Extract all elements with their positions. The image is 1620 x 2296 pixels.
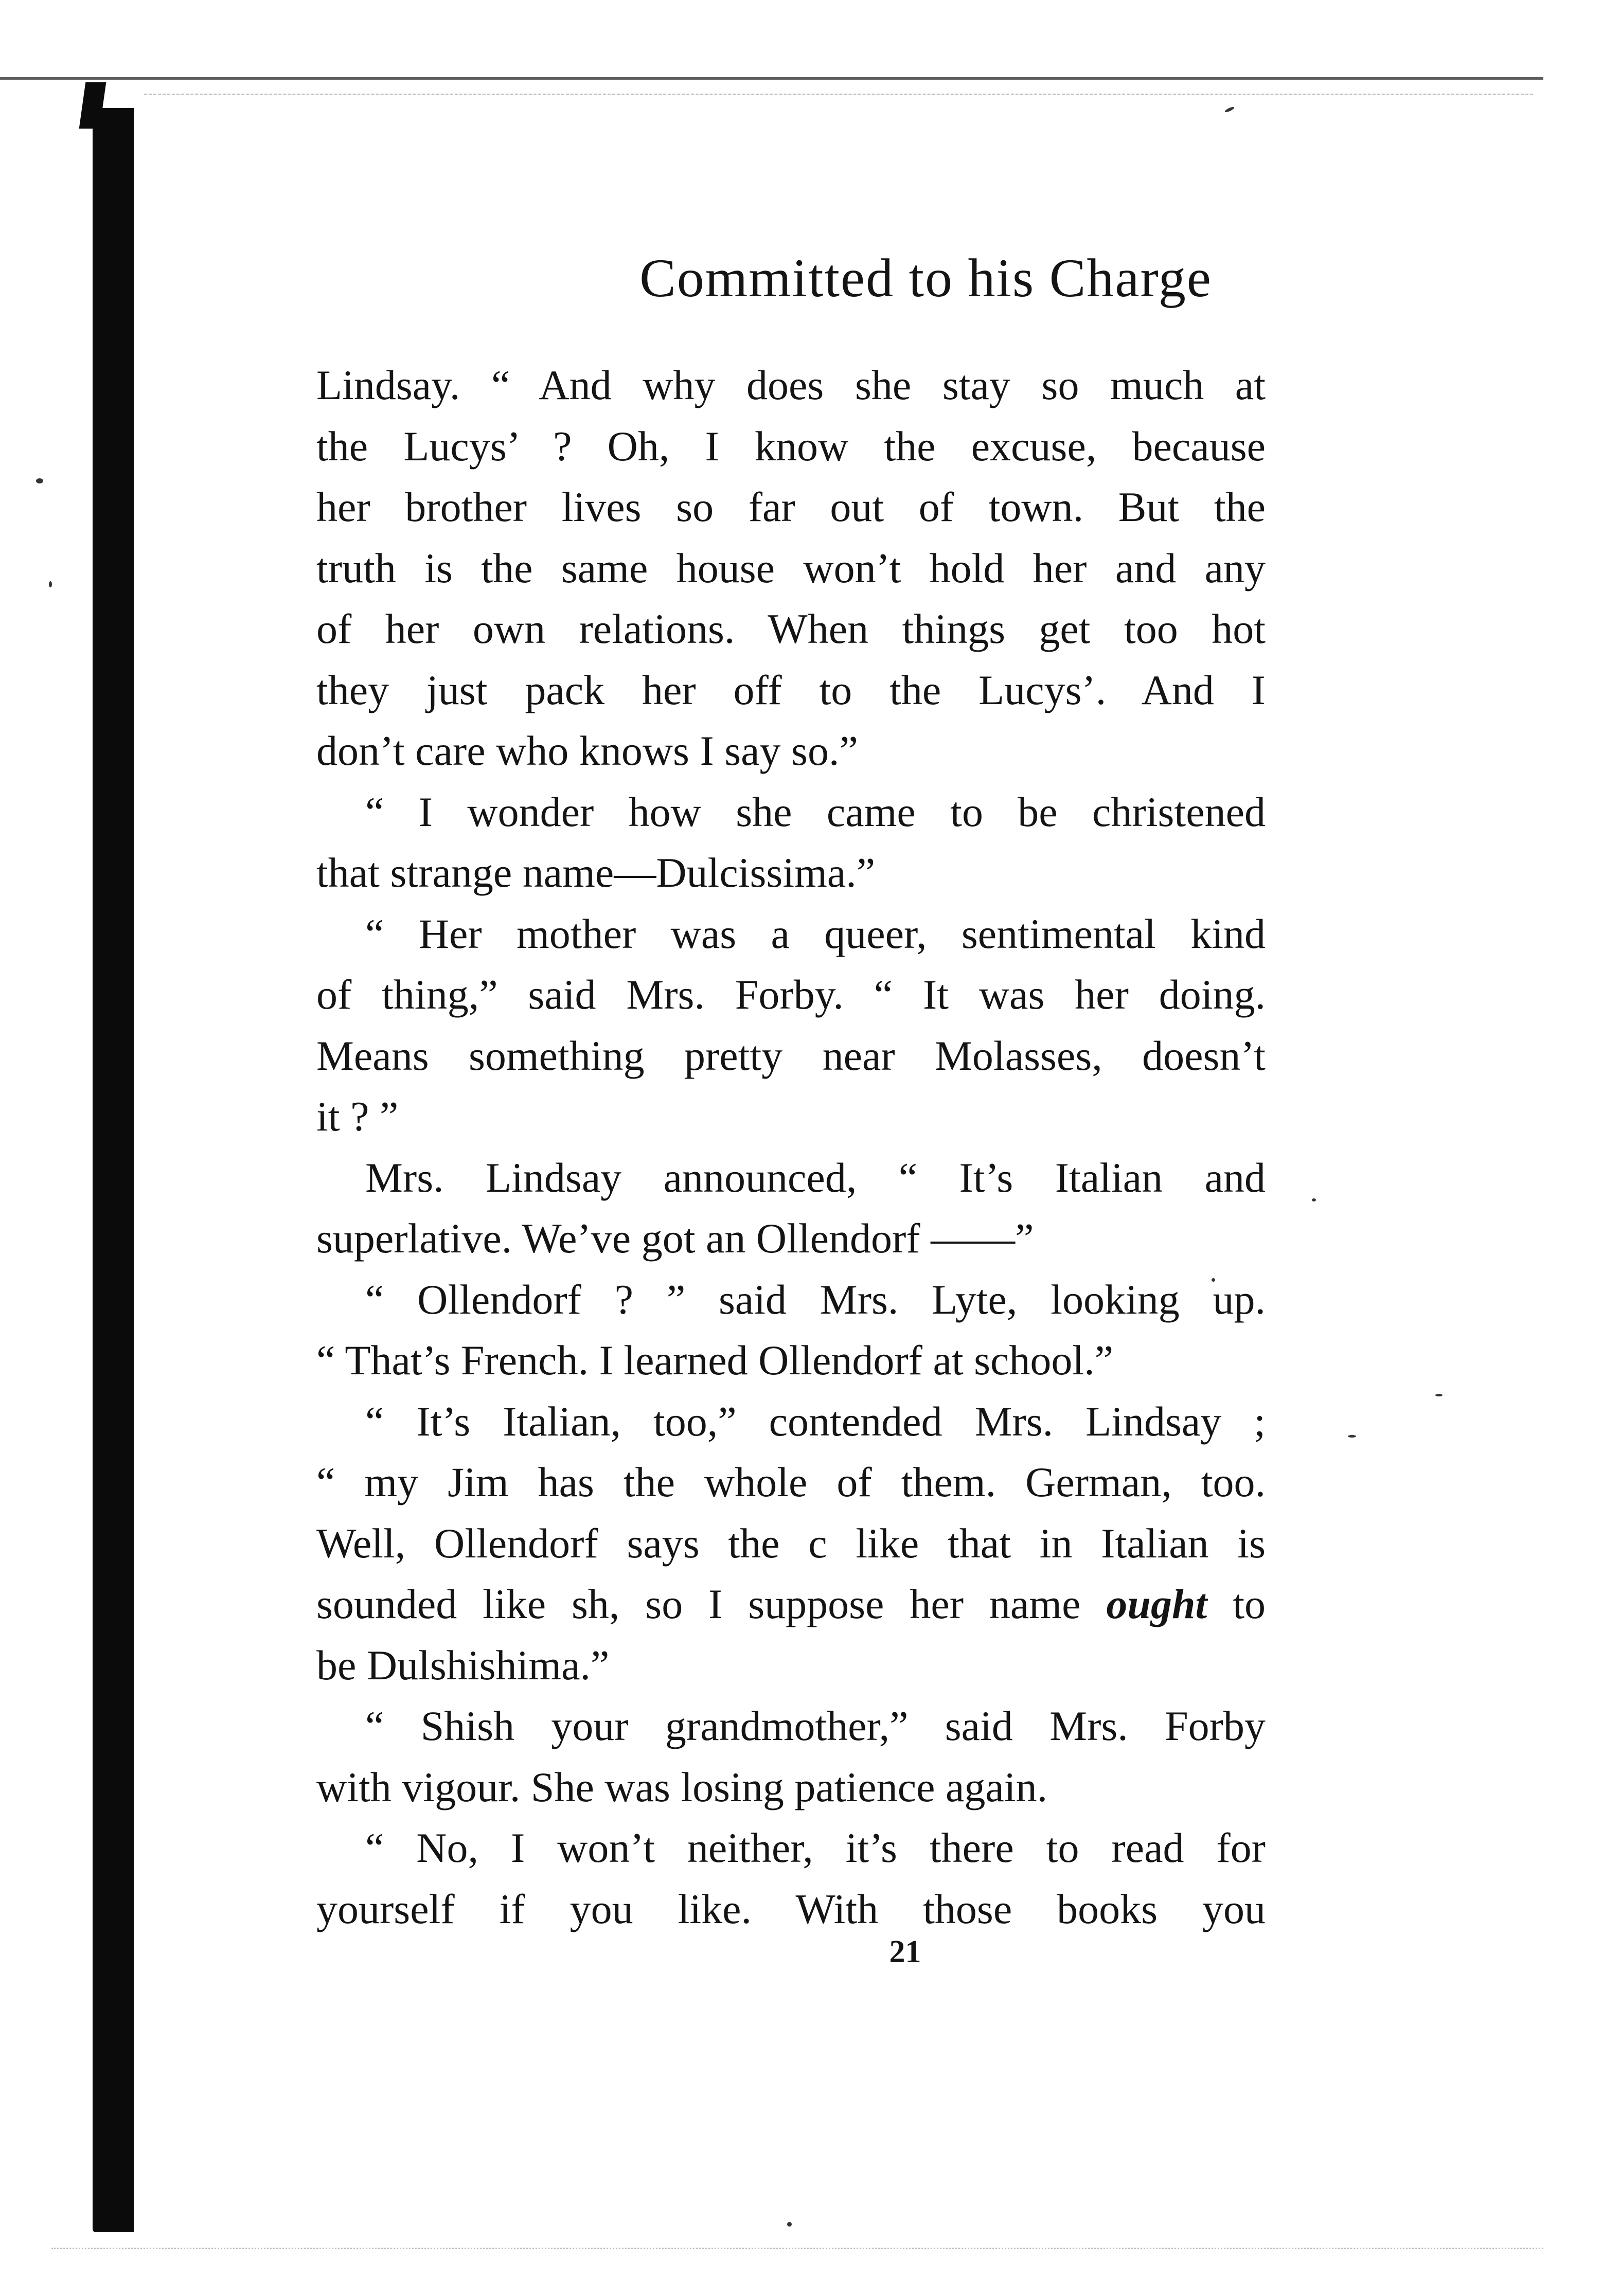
scan-speck [1435, 1394, 1443, 1396]
text-line: “ Ollendorf ? ” said Mrs. Lyte, looking up. [365, 1276, 1266, 1323]
text-line: Well, Ollendorf says the c like that in Italian is [316, 1519, 1266, 1567]
text-line: truth is the same house won’t hold her and any [316, 544, 1266, 591]
page-number: 21 [889, 1934, 921, 1969]
text-line: with vigour. She was losing patience again. [316, 1763, 1048, 1810]
text-line: “ Shish your grandmother,” said Mrs. Forby [365, 1702, 1266, 1749]
text-segment: sounded like sh, so I suppose her name [316, 1581, 1107, 1627]
scan-speck [787, 2222, 792, 2227]
text-line: “ I wonder how she came to be christened [365, 788, 1266, 835]
top-edge-scan-artifact [144, 94, 1533, 95]
text-line: “ Her mother was a queer, sentimental kind [365, 910, 1266, 957]
scan-speck [1224, 106, 1235, 113]
emphasized-word: ought [1106, 1581, 1207, 1627]
text-line: Mrs. Lindsay announced, “ It’s Italian and [365, 1154, 1266, 1201]
text-line: “ my Jim has the whole of them. German, too. [316, 1459, 1266, 1505]
text-line: “ No, I won’t neither, it’s there to read for [365, 1824, 1266, 1871]
scan-speck [1312, 1198, 1316, 1201]
text-line [316, 1574, 1266, 1635]
text-line: Means something pretty near Molasses, doesn’t [316, 1032, 1266, 1079]
scan-speck [36, 478, 43, 483]
binding-shadow [93, 108, 134, 2232]
text-line: it ? ” [316, 1093, 399, 1140]
text-segment: to [1207, 1581, 1266, 1627]
text-line: her brother lives so far out of town. But the [316, 483, 1266, 530]
body-text [316, 355, 1266, 1940]
running-head: Committed to his Charge [639, 248, 1212, 308]
text-line: superlative. We’ve got an Ollendorf ——” [316, 1215, 1034, 1262]
text-line: they just pack her off to the Lucys’. And I [316, 666, 1266, 713]
text-line: Lindsay. “ And why does she stay so much at [316, 362, 1266, 408]
scan-speck [1348, 1435, 1356, 1438]
text-line: “ It’s Italian, too,” contended Mrs. Lindsay ; [365, 1397, 1266, 1445]
text-line: that strange name—Dulcissima.” [316, 849, 876, 896]
text-line: the Lucys’ ? Oh, I know the excuse, because [316, 422, 1266, 470]
text-line: be Dulshishima.” [316, 1641, 610, 1689]
text-line: don’t care who knows I say so.” [316, 727, 858, 774]
bottom-edge-scan-artifact [51, 2248, 1543, 2249]
text-line: of thing,” said Mrs. Forby. “ It was her doing. [316, 971, 1266, 1018]
top-edge-rule [0, 77, 1543, 80]
text-line: yourself if you like. With those books you [316, 1885, 1266, 1932]
text-line: of her own relations. When things get too hot [316, 605, 1266, 652]
text-line: “ That’s French. I learned Ollendorf at school.” [316, 1337, 1114, 1384]
scan-speck [49, 581, 52, 587]
